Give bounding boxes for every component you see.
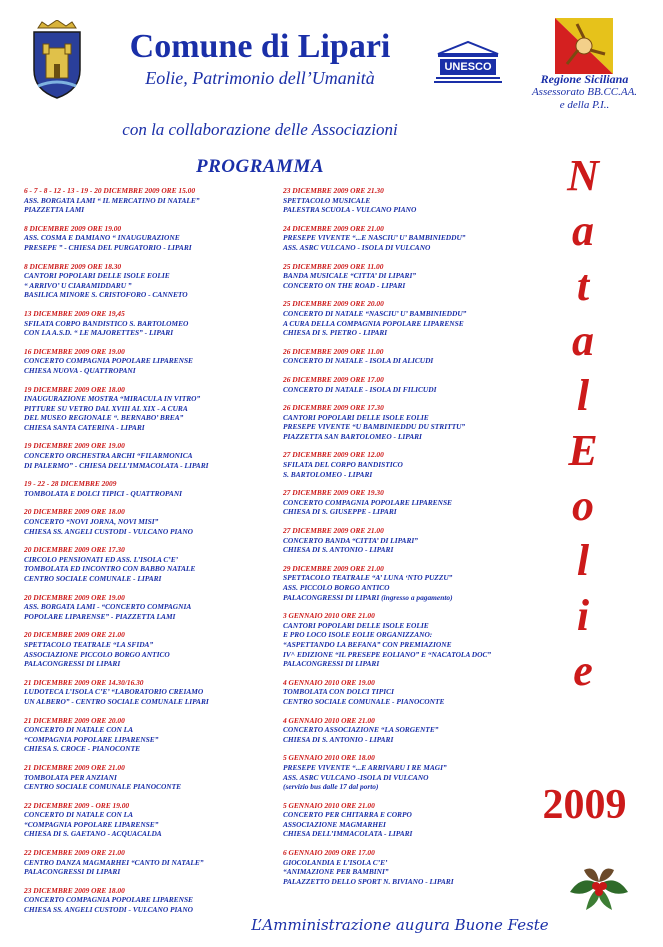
event-detail: PRESEPE VIVENTE “...E ARRIVARU I RE MAGI” [283,762,447,772]
event-detail: CONCERTO COMPAGNIA POPOLARE LIPARENSE [24,356,193,366]
event-detail: GIOCOLANDIA E L’ISOLA C’E’ [283,857,388,867]
side-letter: l [576,371,590,420]
event-date: 4 GENNAIO 2010 ORE 21.00 [283,715,375,725]
event-detail: PALACONGRESSI DI LIPARI [24,867,121,877]
event-detail: (servizio bus dalle 17 dal porto) [283,782,379,792]
event-entry [283,450,533,479]
event-detail: CHIESA DELL’IMMACOLATA - LIPARI [283,829,413,839]
region-line2: e della P.I.. [559,99,610,111]
right-event-column [283,186,533,895]
event-entry [24,848,272,877]
event-date: 20 DICEMBRE 2009 ORE 18.00 [24,507,125,517]
event-entry [24,630,272,668]
programma-heading: PROGRAMMA [195,156,325,177]
event-date: 21 DICEMBRE 2009 ORE 20.00 [24,715,125,725]
event-date: 19 - 22 - 28 DICEMBRE 2009 [24,479,117,489]
event-date: 8 DICEMBRE 2009 ORE 18.30 [24,261,122,271]
event-entry [24,385,272,433]
footer-greeting: L’Amministrazione augura Buone Feste [251,916,549,934]
event-detail: TOMBOLATA PER ANZIANI [24,772,117,782]
event-detail: CONCERTO COMPAGNIA POPOLARE LIPARENSE [24,895,193,905]
event-date: 13 DICEMBRE 2009 ORE 19,45 [24,308,125,318]
trinacria-icon [555,18,613,74]
left-event-column [24,186,272,924]
event-detail: ASS. ASRC VULCANO - ISOLA DI VULCANO [283,242,431,252]
event-date: 29 DICEMBRE 2009 ORE 21.00 [283,563,384,573]
event-entry [283,753,533,791]
lipari-crest-icon [28,20,86,100]
event-entry [24,545,272,583]
collaboration-line: con la collaborazione delle Associazioni [122,120,398,139]
event-detail: E PRO LOCO ISOLE EOLIE ORGANIZZANO: [283,630,433,640]
event-date: 23 DICEMBRE 2009 ORE 21.30 [283,186,384,195]
event-detail: SPETTACOLO TEATRALE “LA SFIDA” [24,639,154,649]
side-letter: a [572,206,594,255]
event-date: 26 DICEMBRE 2009 ORE 11.00 [283,346,384,356]
event-detail: PIAZZETTA LAMI [24,205,85,215]
event-detail: CHIESA S. CROCE - PIANOCONTE [24,744,141,754]
side-letter: e [573,646,593,695]
side-letter: l [576,536,590,585]
event-detail: “COMPAGNIA POPOLARE LIPARENSE” [24,734,159,744]
event-date: 8 DICEMBRE 2009 ORE 19.00 [24,223,122,233]
event-detail: CONCERTO DI NATALE - ISOLA DI ALICUDI [283,356,434,366]
event-entry [283,488,533,517]
page-title: Comune di Lipari [129,28,391,65]
event-detail: ASSOCIAZIONE PICCOLO BORGO ANTICO [24,649,170,659]
event-detail: CON LA A.S.D. “ LE MAJORETTES” - LIPARI [24,328,174,338]
event-detail: S. BARTOLOMEO - LIPARI [283,469,373,479]
event-date: 5 GENNAIO 2010 ORE 21.00 [283,800,375,810]
event-detail: DI PALERMO” - CHIESA DELL’IMMACOLATA - LIPARI [24,460,209,470]
event-date: 20 DICEMBRE 2009 ORE 19.00 [24,592,125,602]
event-entry [24,262,272,300]
event-date: 16 DICEMBRE 2009 ORE 19.00 [24,346,125,356]
side-letter: E [568,426,598,475]
event-detail: CHIESA DI S. GIUSEPPE - LIPARI [283,507,397,517]
side-letter: i [576,591,590,640]
event-detail: ASSOCIAZIONE MAGMARHEI [283,819,386,829]
event-detail: TOMBOLATA E DOLCI TIPICI - QUATTROPANI [24,488,183,498]
event-entry [24,479,272,498]
event-entry [24,441,272,470]
event-detail: CENTRO SOCIALE COMUNALE - LIPARI [24,574,162,583]
event-detail: SPETTACOLO TEATRALE “A’ LUNA ‘NTO PUZZU” [283,573,453,583]
event-date: 22 DICEMBRE 2009 ORE 21.00 [24,848,125,858]
event-detail: CONCERTO DI NATALE - ISOLA DI FILICUDI [283,384,437,394]
event-date: 26 DICEMBRE 2009 ORE 17.00 [283,374,384,384]
event-entry [24,507,272,536]
event-detail: CONCERTO ORCHESTRA ARCHI “FILARMONICA [24,451,193,461]
event-entry [24,593,272,622]
event-date: 25 DICEMBRE 2009 ORE 20.00 [283,299,384,309]
region-block [522,73,647,112]
event-detail: CHIESA SANTA CATERINA - LIPARI [24,422,145,432]
event-detail: PALACONGRESSI DI LIPARI (ingresso a pagamento) [283,592,453,602]
event-detail: “COMPAGNIA POPOLARE LIPARENSE” [24,819,159,829]
event-date: 21 DICEMBRE 2009 ORE 14.30/16.30 [24,677,144,687]
event-entry [283,403,533,441]
side-letter: t [576,261,590,310]
event-entry [24,678,272,707]
event-detail: A CURA DELLA COMPAGNIA POPOLARE LIPARENSE [283,318,464,328]
event-date: 26 DICEMBRE 2009 ORE 17.30 [283,403,384,413]
event-detail: CONCERTO DI NATALE CON LA [24,810,134,820]
event-detail: CONCERTO DI NATALE “NASCIU’ U’ BAMBINIEDDU” [283,308,467,318]
event-entry [283,678,533,707]
event-date: 5 GENNAIO 2010 ORE 18.00 [283,753,375,763]
event-entry [24,801,272,839]
event-detail: IV^ EDIZIONE “IL PRESEPE EOLIANO” E “NACATOLA DOC” [283,649,492,659]
event-detail: CONCERTO BANDA “CITTA’ DI LIPARI” [283,535,418,545]
event-detail: CONCERTO ASSOCIAZIONE “LA SORGENTE” [283,725,439,735]
event-date: 21 DICEMBRE 2009 ORE 21.00 [24,762,125,772]
event-entry [24,347,272,376]
event-detail: SPETTACOLO MUSICALE [283,195,371,205]
event-detail: UN ALBERO” - CENTRO SOCIALE COMUNALE LIPARI [24,696,209,706]
event-detail: TOMBOLATA ED INCONTRO CON BABBO NATALE [24,564,196,574]
event-entry [24,309,272,338]
event-detail: DEL MUSEO REGIONALE “. BERNABO’ BREA” [24,413,184,423]
event-detail: PITTURE SU VETRO DAL XVIII AL XIX - A CURA [24,403,188,413]
event-entry [24,716,272,754]
event-detail: LUDOTECA L’ISOLA C’E’ “LABORATORIO CREIAMO [24,687,204,697]
event-detail: PALAZZETTO DELLO SPORT N. BIVIANO - LIPARI [283,876,454,886]
event-detail: “ASPETTANDO LA BEFANA” CON PREMIAZIONE [283,639,452,649]
event-entry [283,299,533,337]
event-detail: ASS. COSMA E DAMIANO “ INAUGURAZIONE [24,233,180,243]
unesco-logo-icon [430,40,506,90]
natale-eolie-vertical [548,148,618,698]
event-date: 25 DICEMBRE 2009 ORE 11.00 [283,261,384,271]
event-date: 20 DICEMBRE 2009 ORE 17.30 [24,545,125,555]
event-date: 27 DICEMBRE 2009 ORE 21.00 [283,526,384,536]
event-detail: CHIESA DI S. ANTONIO - LIPARI [283,734,394,744]
event-date: 27 DICEMBRE 2009 ORE 19.30 [283,488,384,498]
event-detail: CHIESA DI S. ANTONIO - LIPARI [283,545,394,555]
year-label: 2009 [542,782,627,828]
event-detail: PALESTRA SCUOLA - VULCANO PIANO [283,205,417,215]
event-entry [283,716,533,745]
event-entry [24,886,272,915]
event-detail: BASILICA MINORE S. CRISTOFORO - CANNETO [24,290,188,300]
event-detail: PRESEPE VIVENTE “U BAMBINIEDDU DU STRITTU” [283,422,466,432]
event-detail: PALACONGRESSI DI LIPARI [24,659,121,669]
event-date: 6 - 7 - 8 - 12 - 13 - 19 - 20 DICEMBRE 2009 ORE 15.00 [24,186,196,195]
event-detail: “ANIMAZIONE PER BAMBINI” [283,867,389,877]
event-date: 19 DICEMBRE 2009 ORE 18.00 [24,384,125,394]
event-detail: CONCERTO “NOVI JORNA, NOVI MISI” [24,517,159,527]
event-date: 27 DICEMBRE 2009 ORE 12.00 [283,450,384,460]
event-entry [24,763,272,792]
unesco-text: UNESCO [444,61,492,73]
event-detail: CONCERTO COMPAGNIA POPOLARE LIPARENSE [283,497,452,507]
event-detail: CANTORI POPOLARI DELLE ISOLE EOLIE [283,412,429,422]
event-entry [283,375,533,394]
event-entry [24,224,272,253]
region-line1: Assessorato BB.CC.AA. [531,86,638,98]
event-detail: CHIESA DI S. GAETANO - ACQUACALDA [24,829,162,839]
event-detail: CANTORI POPOLARI DELLE ISOLE EOLIE [283,620,429,630]
event-detail: CIRCOLO PENSIONATI ED ASS. L’ISOLA C’E’ [24,554,179,564]
event-detail: ASS. ASRC VULCANO -ISOLA DI VULCANO [283,772,429,782]
event-detail: PRESEPE ” - CHIESA DEL PURGATORIO - LIPARI [24,242,192,252]
event-entry [283,526,533,555]
side-letter: N [567,151,599,200]
event-detail: PIAZZETTA SAN BARTOLOMEO - LIPARI [283,431,422,441]
event-detail: CENTRO DANZA MAGMARHEI “CANTO DI NATALE” [24,857,204,867]
event-detail: SFILATA DEL CORPO BANDISTICO [283,460,403,470]
region-name: Regione Siciliana [540,72,629,86]
event-detail: CENTRO SOCIALE COMUNALE - PIANOCONTE [283,696,445,706]
event-detail: CHIESA SS. ANGELI CUSTODI - VULCANO PIANO [24,905,193,915]
event-date: 23 DICEMBRE 2009 ORE 18.00 [24,885,125,895]
event-detail: PRESEPE VIVENTE “...E NASCIU’ U’ BAMBINIEDDU” [283,233,466,243]
event-detail: CANTORI POPOLARI DELLE ISOLE EOLIE [24,271,170,281]
event-date: 4 GENNAIO 2010 ORE 19.00 [283,677,375,687]
event-entry [283,611,533,669]
event-date: 6 GENNAIO 2009 ORE 17.00 [283,848,375,858]
event-detail: TOMBOLATA CON DOLCI TIPICI [283,687,394,697]
event-detail: “ ARRIVO’ U CIARAMIDDARU ” [24,280,132,290]
event-entry [283,801,533,839]
event-entry [283,224,533,253]
event-detail: ASS. PICCOLO BORGO ANTICO [283,583,390,592]
event-entry [283,262,533,291]
side-letter: a [572,316,594,365]
event-entry [283,564,533,602]
event-date: 20 DICEMBRE 2009 ORE 21.00 [24,630,125,640]
holly-decoration-icon [566,862,632,914]
event-detail: CHIESA DI S. PIETRO - LIPARI [283,328,388,338]
event-date: 19 DICEMBRE 2009 ORE 19.00 [24,441,125,451]
event-date: 22 DICEMBRE 2009 - ORE 19.00 [24,800,130,810]
event-detail: ASS. BORGATA LAMI “ IL MERCATINO DI NATALE” [24,195,200,205]
event-entry [283,347,533,366]
page-subtitle: Eolie, Patrimonio dell’Umanità [145,68,375,88]
event-detail: CENTRO SOCIALE COMUNALE PIANOCONTE [24,782,182,792]
event-entry [283,848,533,886]
side-letter: o [572,481,594,530]
event-detail: PALACONGRESSI DI LIPARI [283,659,380,669]
event-detail: SFILATA CORPO BANDISTICO S. BARTOLOMEO [24,318,189,328]
event-detail: INAUGURAZIONE MOSTRA “MIRACULA IN VITRO” [24,394,201,404]
event-detail: CONCERTO ON THE ROAD - LIPARI [283,280,406,290]
event-detail: BANDA MUSICALE “CITTA’ DI LIPARI” [283,271,417,281]
event-detail: POPOLARE LIPARENSE” - PIAZZETTA LAMI [24,611,176,621]
event-entry [24,186,272,215]
event-detail: CHIESA NUOVA - QUATTROPANI [24,365,136,375]
event-date: 3 GENNAIO 2010 ORE 21.00 [283,611,375,621]
event-detail: CONCERTO PER CHITARRA E CORPO [283,810,412,820]
event-entry [283,186,533,215]
event-detail: ASS. BORGATA LAMI - “CONCERTO COMPAGNIA [24,602,192,612]
event-detail: CONCERTO DI NATALE CON LA [24,725,134,735]
event-date: 24 DICEMBRE 2009 ORE 21.00 [283,223,384,233]
event-detail: CHIESA SS. ANGELI CUSTODI - VULCANO PIANO [24,526,193,536]
